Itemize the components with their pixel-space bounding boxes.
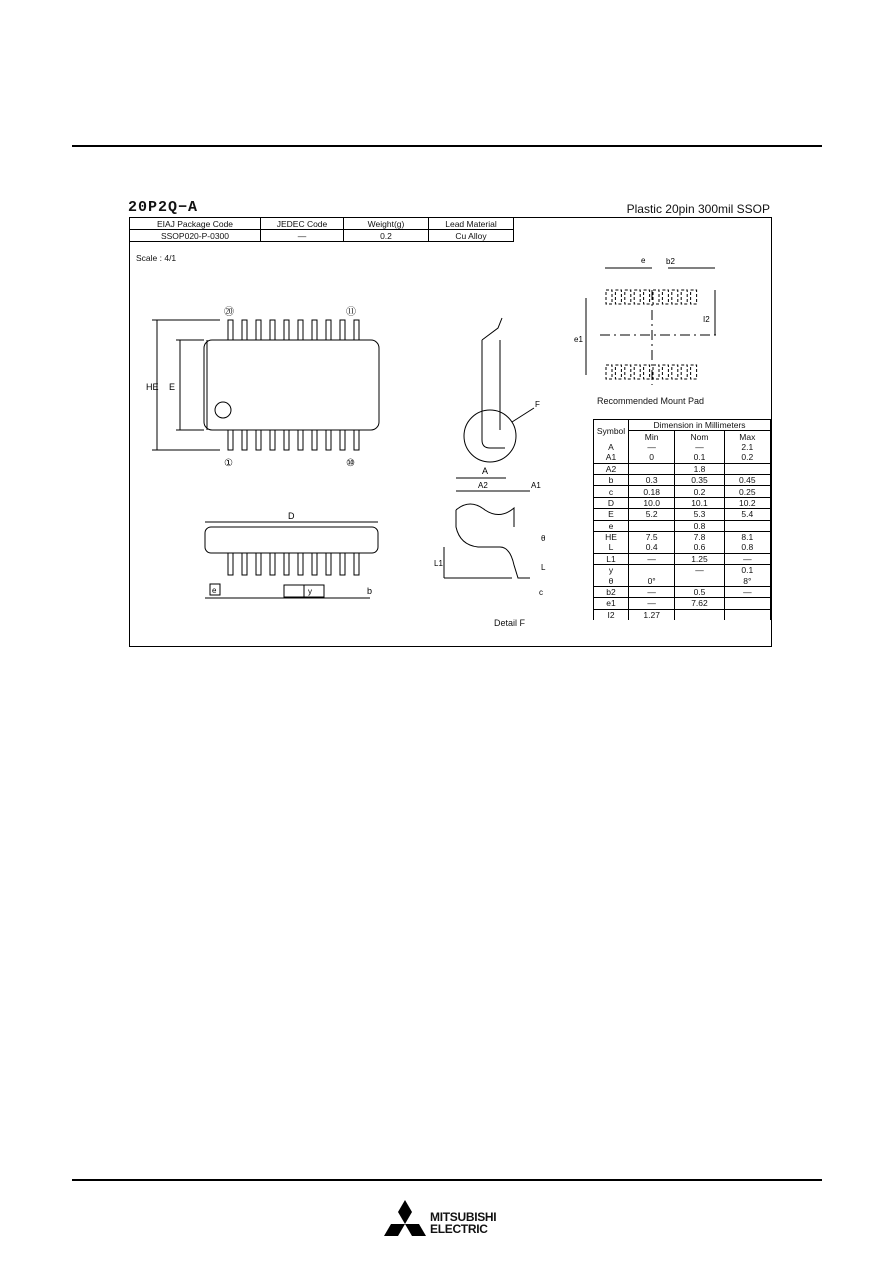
mount-pads-top bbox=[606, 290, 612, 304]
dimension-table bbox=[593, 419, 771, 620]
info-value: SSOP020-P-0300 bbox=[130, 230, 261, 242]
dimension-cell-nom: 5.3 bbox=[675, 509, 724, 520]
pin11-label: ⑪ bbox=[346, 307, 356, 318]
dimension-row bbox=[594, 520, 771, 531]
e-box-label: e bbox=[212, 586, 217, 595]
mount-pads-top bbox=[615, 290, 621, 304]
side-lead bbox=[326, 553, 331, 575]
e1-label: e1 bbox=[574, 335, 583, 344]
info-header: Weight(g) bbox=[344, 218, 429, 230]
dimension-cell-max: 0.45 bbox=[724, 474, 770, 485]
dimension-rows bbox=[594, 442, 771, 620]
mount-pads-top bbox=[672, 290, 678, 304]
dimension-cell-min: — bbox=[629, 586, 675, 597]
dimension-cell-min: 0.4 bbox=[629, 542, 675, 553]
dimension-cell-sym: E bbox=[594, 509, 629, 520]
dimension-cell-min bbox=[629, 463, 675, 474]
dimension-row bbox=[594, 598, 771, 609]
dimension-cell-max: 8.1 bbox=[724, 531, 770, 542]
theta-label: θ bbox=[541, 534, 546, 543]
dimension-cell-max: 0.25 bbox=[724, 486, 770, 497]
package-code: 20P2Q−A bbox=[128, 199, 199, 216]
dimension-cell-max: 0.2 bbox=[724, 452, 770, 463]
dimension-cell-sym: D bbox=[594, 497, 629, 508]
dimension-cell-nom bbox=[675, 609, 724, 620]
pin1-label: ① bbox=[224, 458, 233, 469]
symbol-header: Symbol bbox=[594, 420, 629, 442]
mount-pads-bottom bbox=[644, 365, 650, 379]
dimension-row bbox=[594, 509, 771, 520]
mount-pads-top bbox=[606, 290, 697, 304]
a-label: A bbox=[482, 466, 489, 476]
bottom-pin bbox=[242, 430, 247, 450]
info-header: EIAJ Package Code bbox=[130, 218, 261, 230]
mount-pads-top bbox=[634, 290, 640, 304]
dimension-cell-min: 0.3 bbox=[629, 474, 675, 485]
top-pin bbox=[284, 320, 289, 340]
dimension-cell-nom: 0.1 bbox=[675, 452, 724, 463]
info-value: Cu Alloy bbox=[429, 230, 514, 242]
info-value: — bbox=[261, 230, 344, 242]
top-pin bbox=[298, 320, 303, 340]
mount-pads-top bbox=[681, 290, 687, 304]
c-label: c bbox=[539, 588, 543, 597]
dimension-row bbox=[594, 575, 771, 586]
dimension-row bbox=[594, 586, 771, 597]
e-pad-label: e bbox=[641, 256, 646, 265]
scale-label: Scale : 4/1 bbox=[136, 253, 177, 263]
dimension-cell-nom: 0.6 bbox=[675, 542, 724, 553]
top-pin bbox=[340, 320, 345, 340]
top-pin bbox=[326, 320, 331, 340]
dimension-cell-max: 8° bbox=[724, 575, 770, 586]
side-lead bbox=[242, 553, 247, 575]
col-header-max: Max bbox=[724, 431, 770, 442]
detail-body bbox=[456, 504, 514, 527]
dimension-row bbox=[594, 474, 771, 485]
mount-pads-top bbox=[691, 290, 697, 304]
pin10-label: ⑩ bbox=[346, 458, 355, 469]
side-lead bbox=[270, 553, 275, 575]
side-lead bbox=[284, 553, 289, 575]
dimension-group-header: Dimension in Millimeters bbox=[629, 420, 771, 431]
mount-pads-bottom bbox=[662, 365, 668, 379]
i2-label: I2 bbox=[703, 315, 710, 324]
mount-pads-bottom bbox=[625, 365, 631, 379]
side-lead bbox=[228, 553, 233, 575]
top-view-body bbox=[204, 340, 379, 430]
side-lead bbox=[340, 553, 345, 575]
side-lead bbox=[298, 553, 303, 575]
detail-f-leader bbox=[512, 408, 534, 422]
b2-label: b2 bbox=[666, 257, 675, 266]
top-pin bbox=[256, 320, 261, 340]
dimension-cell-min: 10.0 bbox=[629, 497, 675, 508]
dimension-cell-sym: A bbox=[594, 442, 629, 452]
detail-caption: Detail F bbox=[494, 618, 526, 628]
dimension-cell-sym: b2 bbox=[594, 586, 629, 597]
a1-label: A1 bbox=[531, 481, 541, 490]
dimension-cell-nom: — bbox=[675, 442, 724, 452]
dimension-cell-nom: 1.8 bbox=[675, 463, 724, 474]
dimension-cell-sym: A2 bbox=[594, 463, 629, 474]
l-label: L bbox=[541, 563, 546, 572]
detail-lead bbox=[456, 510, 530, 578]
mount-pads-bottom bbox=[653, 365, 659, 379]
pin20-label: ⑳ bbox=[224, 307, 234, 318]
brand-name bbox=[430, 1211, 496, 1235]
mount-pad-caption: Recommended Mount Pad bbox=[597, 396, 705, 406]
dimension-cell-max bbox=[724, 609, 770, 620]
bottom-pin bbox=[270, 430, 275, 450]
mount-pads-top bbox=[662, 290, 668, 304]
section-lead-top bbox=[482, 318, 502, 340]
dimension-cell-nom: — bbox=[675, 565, 724, 576]
dimension-cell-sym: A1 bbox=[594, 452, 629, 463]
col-header-nom: Nom bbox=[675, 431, 724, 442]
dimension-cell-min: 7.5 bbox=[629, 531, 675, 542]
dimension-cell-max: 2.1 bbox=[724, 442, 770, 452]
dimension-cell-sym: e bbox=[594, 520, 629, 531]
dimension-row bbox=[594, 442, 771, 452]
bottom-pin bbox=[326, 430, 331, 450]
bottom-pins bbox=[228, 430, 359, 450]
dimension-cell-max bbox=[724, 520, 770, 531]
e-label: E bbox=[169, 382, 176, 392]
dimension-cell-sym: L1 bbox=[594, 553, 629, 564]
bottom-pin bbox=[256, 430, 261, 450]
dimension-cell-nom: 0.8 bbox=[675, 520, 724, 531]
dimension-cell-max bbox=[724, 598, 770, 609]
dimension-cell-nom: 0.2 bbox=[675, 486, 724, 497]
detail-f-circle bbox=[464, 410, 516, 462]
pin1-index-mark bbox=[215, 402, 231, 418]
top-pin bbox=[242, 320, 247, 340]
dimension-cell-max: 0.1 bbox=[724, 565, 770, 576]
mount-pads-top bbox=[625, 290, 631, 304]
dimension-cell-sym: b bbox=[594, 474, 629, 485]
dimension-cell-sym: c bbox=[594, 486, 629, 497]
dimension-cell-max: 10.2 bbox=[724, 497, 770, 508]
y-label: y bbox=[308, 587, 312, 596]
dimension-cell-nom: 10.1 bbox=[675, 497, 724, 508]
dimension-row bbox=[594, 497, 771, 508]
bottom-pin bbox=[354, 430, 359, 450]
top-pin bbox=[354, 320, 359, 340]
brand-line2: ELECTRIC bbox=[430, 1222, 488, 1236]
mount-pads-bottom bbox=[691, 365, 697, 379]
dimension-cell-nom bbox=[675, 575, 724, 586]
l1-label: L1 bbox=[434, 559, 443, 568]
mount-pads-bottom bbox=[681, 365, 687, 379]
side-lead bbox=[256, 553, 261, 575]
top-pin bbox=[228, 320, 233, 340]
dimension-cell-max: 5.4 bbox=[724, 509, 770, 520]
dimension-cell-max: 0.8 bbox=[724, 542, 770, 553]
dimension-cell-nom: 1.25 bbox=[675, 553, 724, 564]
top-pin bbox=[270, 320, 275, 340]
package-description: Plastic 20pin 300mil SSOP bbox=[626, 202, 770, 216]
dimension-cell-sym: HE bbox=[594, 531, 629, 542]
section-lead bbox=[482, 340, 505, 448]
mount-pads-bottom bbox=[672, 365, 678, 379]
side-lead bbox=[312, 553, 317, 575]
side-lead bbox=[354, 553, 359, 575]
dimension-cell-min bbox=[629, 520, 675, 531]
mount-pads-bottom bbox=[606, 365, 612, 379]
mount-pads-top bbox=[644, 290, 650, 304]
info-header: JEDEC Code bbox=[261, 218, 344, 230]
f-label: F bbox=[535, 400, 540, 409]
dimension-cell-min: 0.18 bbox=[629, 486, 675, 497]
info-header: Lead Material bbox=[429, 218, 514, 230]
mount-pads-bottom bbox=[634, 365, 640, 379]
dimension-row bbox=[594, 531, 771, 542]
dimension-row bbox=[594, 452, 771, 463]
mount-pads-bottom bbox=[615, 365, 621, 379]
dimension-cell-sym: L bbox=[594, 542, 629, 553]
dimension-row bbox=[594, 542, 771, 553]
bottom-pin bbox=[284, 430, 289, 450]
dimension-cell-max: — bbox=[724, 586, 770, 597]
b-label: b bbox=[367, 586, 373, 596]
d-label: D bbox=[288, 511, 295, 521]
dimension-row bbox=[594, 486, 771, 497]
dimension-cell-nom: 7.62 bbox=[675, 598, 724, 609]
dimension-cell-min: 0 bbox=[629, 452, 675, 463]
dimension-cell-min bbox=[629, 565, 675, 576]
he-label: HE bbox=[146, 382, 159, 392]
dimension-cell-min: 1.27 bbox=[629, 609, 675, 620]
dimension-cell-nom: 0.5 bbox=[675, 586, 724, 597]
dimension-cell-min: — bbox=[629, 553, 675, 564]
bottom-pin bbox=[298, 430, 303, 450]
bottom-pin bbox=[228, 430, 233, 450]
dimension-row bbox=[594, 565, 771, 576]
info-value: 0.2 bbox=[344, 230, 429, 242]
dimension-cell-sym: I2 bbox=[594, 609, 629, 620]
bottom-rule bbox=[72, 1179, 822, 1181]
bottom-pin bbox=[340, 430, 345, 450]
col-header-min: Min bbox=[629, 431, 675, 442]
brand-line1: MITSUBISHI bbox=[430, 1210, 497, 1224]
a2-label: A2 bbox=[478, 481, 488, 490]
dimension-row bbox=[594, 463, 771, 474]
dimension-cell-nom: 7.8 bbox=[675, 531, 724, 542]
dimension-cell-min: 0° bbox=[629, 575, 675, 586]
dimension-cell-sym: θ bbox=[594, 575, 629, 586]
mount-pads-bottom bbox=[606, 365, 697, 379]
dimension-row bbox=[594, 609, 771, 620]
dimension-cell-max bbox=[724, 463, 770, 474]
dimension-row bbox=[594, 553, 771, 564]
dimension-cell-sym: y bbox=[594, 565, 629, 576]
dimension-cell-min: 5.2 bbox=[629, 509, 675, 520]
dimension-cell-max: — bbox=[724, 553, 770, 564]
bottom-pin bbox=[312, 430, 317, 450]
top-pin bbox=[312, 320, 317, 340]
dimension-cell-nom: 0.35 bbox=[675, 474, 724, 485]
side-view-body bbox=[205, 527, 378, 553]
mount-pads-top bbox=[653, 290, 659, 304]
side-leads bbox=[228, 553, 359, 575]
dimension-cell-min: — bbox=[629, 598, 675, 609]
dimension-cell-sym: e1 bbox=[594, 598, 629, 609]
top-pins bbox=[228, 320, 359, 340]
dimension-cell-min: — bbox=[629, 442, 675, 452]
